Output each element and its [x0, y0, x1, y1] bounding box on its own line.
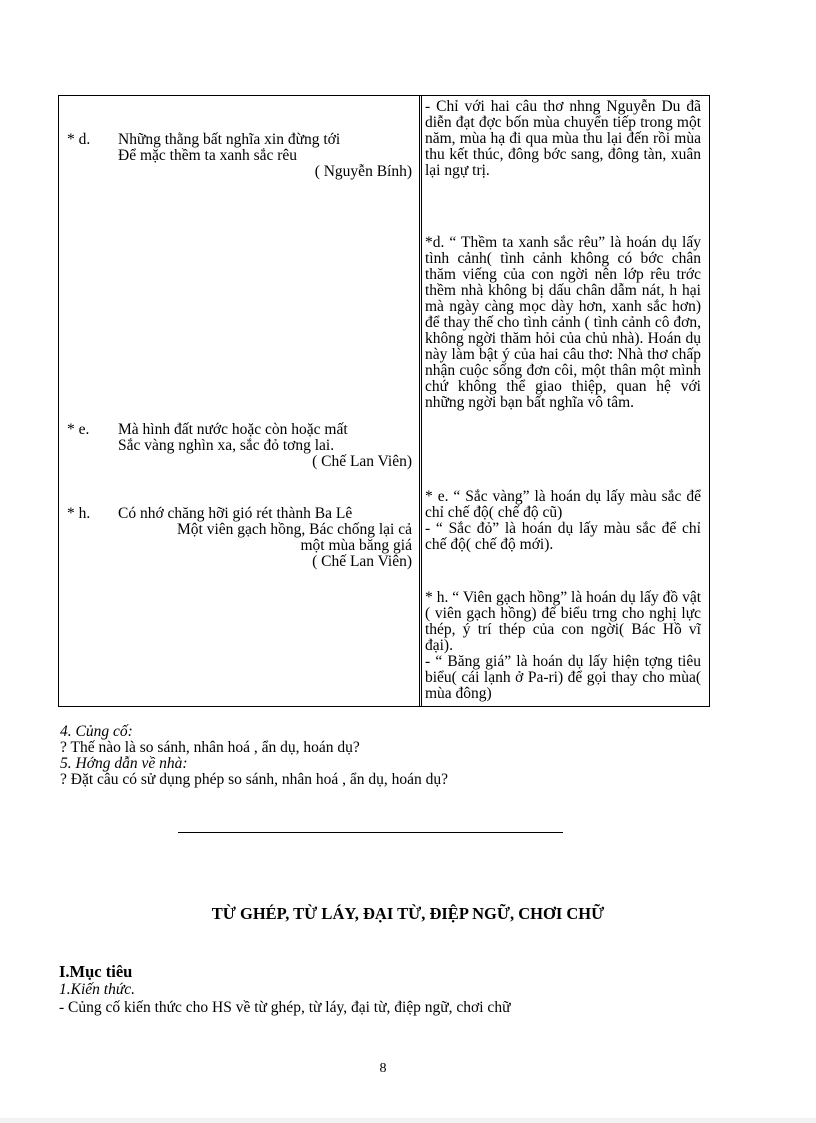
verse-line: Để mặc thềm ta xanh sắc rêu — [118, 147, 298, 164]
column-divider — [419, 96, 422, 706]
example-marker: * h. — [67, 505, 91, 522]
section-heading: I.Mục tiêu — [59, 962, 133, 981]
verse-line: Có nhớ chăng hỡi gió rét thành Ba Lê — [118, 505, 353, 522]
analysis-text: - Chỉ với hai câu thơ nhng Nguyễn Du đã diễn đạt đợc bốn mùa chuyển tiếp trong một năm, mùa hạ đi qua mùa thu lại đến rồi mùa thu kết thúc, đông bớc sang, đông tàn, xuân lại ngự trị. — [425, 98, 701, 179]
separator-line — [178, 832, 563, 833]
question: ? Thế nào là so sánh, nhân hoá , ẩn dụ, hoán dụ? — [60, 739, 360, 756]
section-heading: 5. Hớng dẫn về nhà: — [60, 755, 188, 772]
subsection-heading: 1.Kiến thức. — [59, 981, 136, 998]
verse-source: ( Chế Lan Viên) — [312, 553, 412, 570]
question: ? Đặt câu có sử dụng phép so sánh, nhân hoá , ẩn dụ, hoán dụ? — [60, 771, 449, 788]
page-edge — [0, 1118, 816, 1123]
analysis-text: * e. “ Sắc vàng” là hoán dụ lấy màu sắc để chỉ chế độ( chế độ cũ) — [425, 488, 701, 521]
example-marker: * e. — [67, 421, 90, 438]
analysis-text: *d. “ Thềm ta xanh sắc rêu” là hoán dụ lấy tình cảnh( tình cảnh không có bớc chân thăm viếng của con ngời nên lớp rêu trớc thềm nhà không bị dấu chân dẫm nát, h hại mà ngày càng mọc dày hơn, xanh sắc hơn) để thay thế cho tình cảnh ( tình cảnh cô đơn, không ngời thăm hỏi của chủ nhà). Hoán dụ này làm bật ý của hai câu thơ: Nhà thơ chấp nhận cuộc sống đơn côi, một thân một mình chứ không thể giao thiệp, quan hệ với những ngời bạn bất nghĩa vô tâm. — [425, 234, 701, 411]
verse-source: ( Nguyễn Bính) — [314, 163, 412, 180]
page-number: 8 — [379, 1061, 387, 1076]
analysis-paragraph — [425, 489, 701, 553]
verse-line: một mùa băng giá — [300, 537, 412, 554]
verse — [118, 506, 412, 570]
analysis-text: - “ Sắc đỏ” là hoán dụ lấy màu sắc để chỉ chế độ( chế độ mới). — [425, 520, 701, 553]
verse-line: Sắc vàng nghìn xa, sắc đỏ tơng lai. — [118, 437, 335, 454]
consolidation-section — [60, 724, 760, 788]
verse-line: Mà hình đất nước hoặc còn hoặc mất — [118, 421, 348, 438]
objective-item: - Củng cố kiến thức cho HS về từ ghép, từ láy, đại từ, điệp ngữ, chơi chữ — [59, 999, 511, 1016]
poem-analysis-table — [58, 95, 710, 707]
verse-line: Những thằng bất nghĩa xin đừng tới — [118, 131, 341, 148]
analysis-paragraph — [425, 235, 701, 411]
verse-line: Một viên gạch hồng, Bác chống lại cả — [176, 521, 412, 538]
analysis-text: - “ Băng giá” là hoán dụ lấy hiện tợng tiêu biểu( cái lạnh ở Pa-ri) để gọi thay cho mùa( mùa đông) — [425, 653, 701, 702]
verse — [118, 132, 412, 180]
analysis-paragraph — [425, 99, 701, 179]
lesson-title: TỪ GHÉP, TỪ LÁY, ĐẠI TỪ, ĐIỆP NGỮ, CHƠI CHỮ — [211, 904, 605, 923]
analysis-text: * h. “ Viên gạch hồng” là hoán dụ lấy đồ vật ( viên gạch hồng) để biểu trng cho nghị lực thép, ý trí thép của con ngời( Bác Hồ vĩ đại). — [425, 589, 701, 654]
verse — [118, 422, 412, 470]
verse-source: ( Chế Lan Viên) — [312, 453, 412, 470]
example-marker: * d. — [67, 131, 91, 148]
section-heading: 4. Củng cố: — [60, 723, 133, 740]
analysis-paragraph — [425, 590, 701, 702]
